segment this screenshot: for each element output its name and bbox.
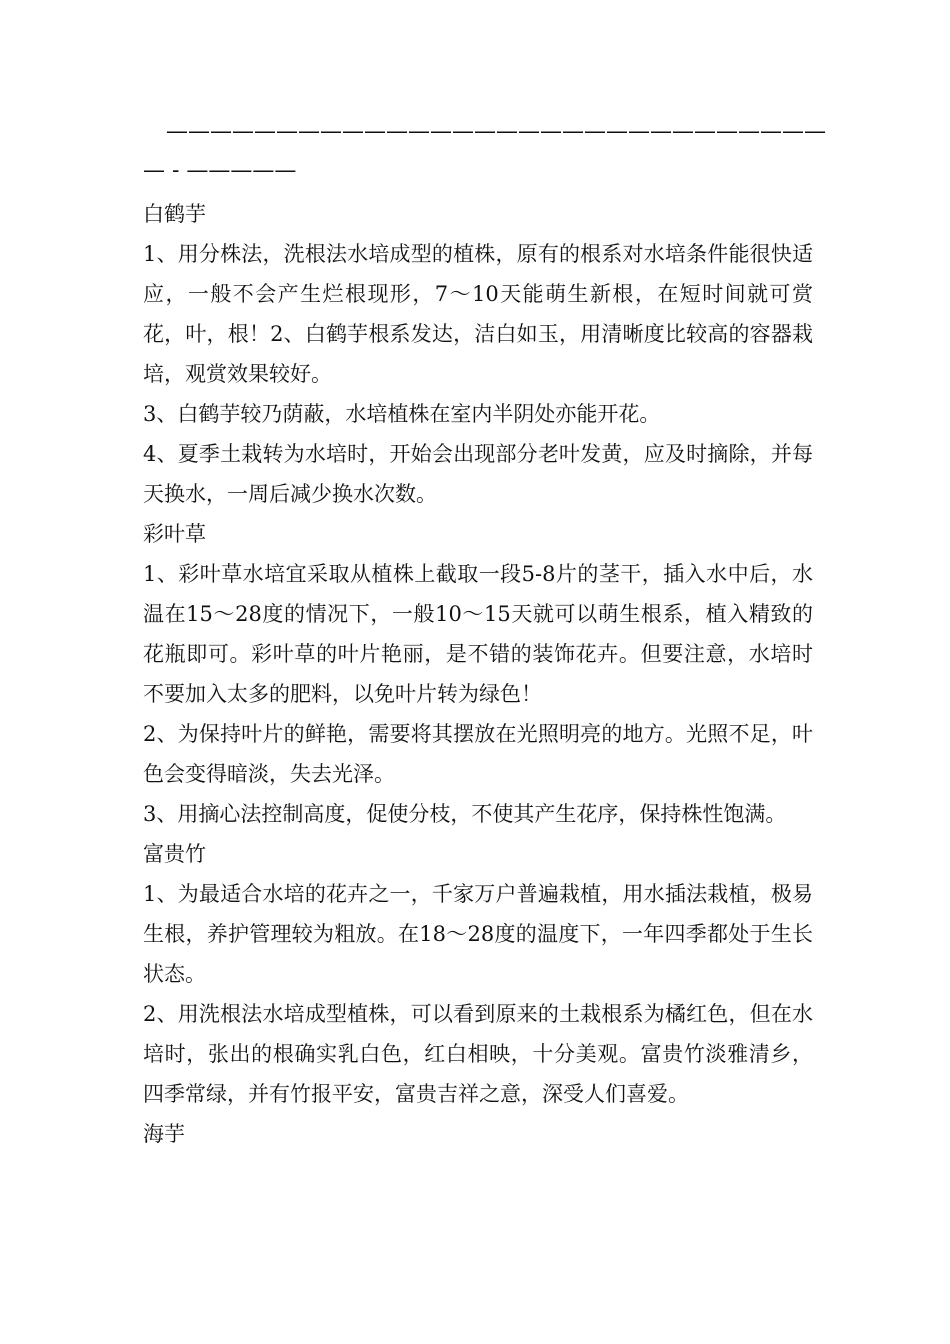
- paragraph: 1、用分株法，洗根法水培成型的植株，原有的根系对水培条件能很快适应，一般不会产生烂根现形，7～10天能萌生新根，在短时间就可赏花，叶，根！2、白鹤芋根系发达，洁白如玉，用清晰度比较高的容器栽培，观赏效果较好。: [143, 242, 813, 386]
- paragraph: 1、为最适合水培的花卉之一，千家万户普遍栽植，用水插法栽植，极易生根，养护管理较为粗放。在18～28度的温度下，一年四季都处于生长状态。: [143, 882, 813, 986]
- document-body: [143, 194, 813, 1154]
- section-title-haiyu: 海芋: [143, 1122, 185, 1146]
- paragraph: 2、用洗根法水培成型植株，可以看到原来的土栽根系为橘红色，但在水培时，张出的根确实乳白色，红白相映，十分美观。富贵竹淡雅清乡，四季常绿，并有竹报平安，富贵吉祥之意，深受人们喜爱。: [143, 1002, 813, 1106]
- paragraph: 3、白鹤芋较乃荫蔽，水培植株在室内半阴处亦能开花。: [143, 402, 661, 426]
- separator-line-short: — - —————: [143, 158, 297, 183]
- paragraph: 4、夏季土栽转为水培时，开始会出现部分老叶发黄，应及时摘除，并每天换水，一周后减少换水次数。: [143, 442, 813, 506]
- paragraph: 1、彩叶草水培宜采取从植株上截取一段5-8片的茎干，插入水中后，水温在15～28度的情况下，一般10～15天就可以萌生根系，植入精致的花瓶即可。彩叶草的叶片艳丽，是不错的装饰花卉。但要注意，水培时不要加入太多的肥料，以免叶片转为绿色！: [143, 562, 813, 706]
- separator-line: ——————————————————————————————: [166, 119, 826, 144]
- section-title-baiheyu: 白鹤芋: [143, 202, 206, 226]
- section-title-fuguizhu: 富贵竹: [143, 842, 206, 866]
- section-title-caiyecao: 彩叶草: [143, 522, 206, 546]
- paragraph: 3、用摘心法控制高度，促使分枝，不使其产生花序，保持株性饱满。: [143, 802, 787, 826]
- paragraph: 2、为保持叶片的鲜艳，需要将其摆放在光照明亮的地方。光照不足，叶色会变得暗淡，失去光泽。: [143, 722, 813, 786]
